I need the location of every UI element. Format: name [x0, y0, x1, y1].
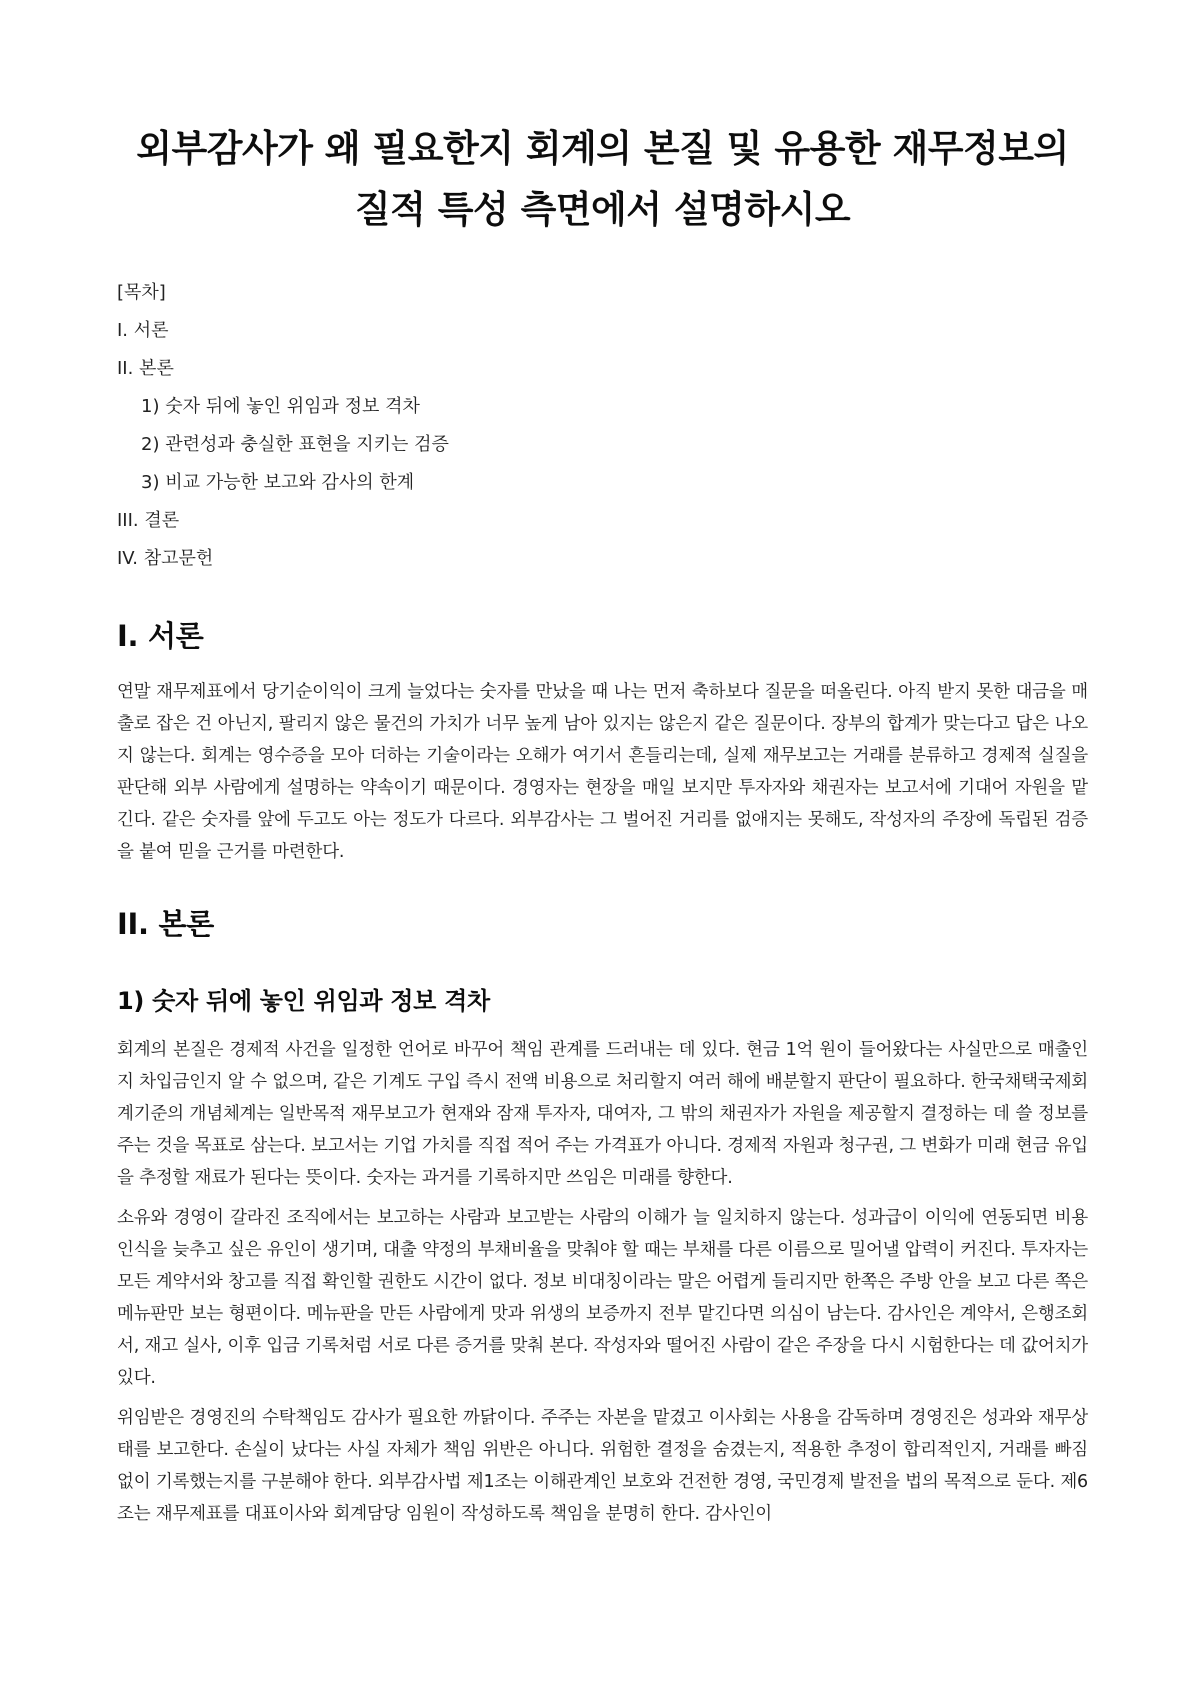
- toc-item: 3) 비교 가능한 보고와 감사의 한계: [141, 472, 415, 493]
- body-paragraph: 소유와 경영이 갈라진 조직에서는 보고하는 사람과 보고받는 사람의 이해가 늘 일치하지 않는다. 성과급이 이익에 연동되면 비용 인식을 늦추고 싶은 유인이 생기며, 대출 약정의 부채비율을 맞춰야 할 때는 부채를 다른 이름으로 밀어낼 압력이 커진다. 투자자는 모든 계약서와 창고를 직접 확인할 권한도 시간이 없다. 정보 비대칭이라는 말은 어렵게 들리지만 한쪽은 주방 안을 보고 다른 쪽은 메뉴판만 보는 형편이다. 메뉴판을 만든 사람에게 맛과 위생의 보증까지 전부 맡긴다면 의심이 남는다. 감사인은 계약서, 은행조회서, 재고 실사, 이후 입금 기록처럼 서로 다른 증거를 맞춰 본다. 작성자와 떨어진 사람이 같은 주장을 다시 시험한다는 데 값어치가 있다.: [117, 1208, 1088, 1388]
- intro-paragraph: 연말 재무제표에서 당기순이익이 크게 늘었다는 숫자를 만났을 때 나는 먼저 축하보다 질문을 떠올린다. 아직 받지 못한 대금을 매출로 잡은 건 아닌지, 팔리지 않은 물건의 가치가 너무 높게 남아 있지는 않은지 같은 질문이다. 장부의 합계가 맞는다고 답은 나오지 않는다. 회계는 영수증을 모아 더하는 기술이라는 오해가 여기서 흔들리는데, 실제 재무보고는 거래를 분류하고 경제적 실질을 판단해 외부 사람에게 설명하는 약속이기 때문이다. 경영자는 현장을 매일 보지만 투자자와 채권자는 보고서에 기대어 자원을 맡긴다. 같은 숫자를 앞에 두고도 아는 정도가 다르다. 외부감사는 그 벌어진 거리를 없애지는 못해도, 작성자의 주장에 독립된 검증을 붙여 믿을 근거를 마련한다.: [117, 682, 1088, 862]
- body-paragraph: 회계의 본질은 경제적 사건을 일정한 언어로 바꾸어 책임 관계를 드러내는 데 있다. 현금 1억 원이 들어왔다는 사실만으로 매출인지 차입금인지 알 수 없으며, 같은 기계도 구입 즉시 전액 비용으로 처리할지 여러 해에 배분할지 판단이 필요하다. 한국채택국제회계기준의 개념체계는 일반목적 재무보고가 현재와 잠재 투자자, 대여자, 그 밖의 채권자가 자원을 제공할지 결정하는 데 쓸 정보를 주는 것을 목표로 삼는다. 보고서는 기업 가치를 직접 적어 주는 가격표가 아니다. 경제적 자원과 청구권, 그 변화가 미래 현금 유입을 추정할 재료가 된다는 뜻이다. 숫자는 과거를 기록하지만 쓰임은 미래를 향한다.: [117, 1040, 1088, 1188]
- section-heading-body: II. 본론: [117, 907, 214, 941]
- document-title: 외부감사가 왜 필요한지 회계의 본질 및 유용한 재무정보의 질적 특성 측면에서 설명하시오: [136, 127, 1069, 231]
- toc-item: 1) 숫자 뒤에 놓인 위임과 정보 격차: [141, 396, 420, 417]
- body-paragraph: 위임받은 경영진의 수탁책임도 감사가 필요한 까닭이다. 주주는 자본을 맡겼고 이사회는 사용을 감독하며 경영진은 성과와 재무상태를 보고한다. 손실이 났다는 사실 자체가 책임 위반은 아니다. 위험한 결정을 숨겼는지, 적용한 추정이 합리적인지, 거래를 빠짐없이 기록했는지를 구분해야 한다. 외부감사법 제1조는 이해관계인 보호와 건전한 경영, 국민경제 발전을 법의 목적으로 둔다. 제6조는 재무제표를 대표이사와 회계담당 임원이 작성하도록 책임을 분명히 한다. 감사인이: [117, 1408, 1088, 1524]
- toc-item: 2) 관련성과 충실한 표현을 지키는 검증: [141, 434, 449, 455]
- toc-heading: [목차]: [117, 282, 166, 303]
- subsection-heading: 1) 숫자 뒤에 놓인 위임과 정보 격차: [117, 987, 490, 1015]
- table-of-contents: [117, 274, 1088, 578]
- toc-item: IV. 참고문헌: [117, 548, 214, 569]
- section-heading-intro: I. 서론: [117, 619, 204, 653]
- toc-item: II. 본론: [117, 358, 174, 379]
- toc-item: I. 서론: [117, 320, 169, 341]
- toc-item: III. 결론: [117, 510, 180, 531]
